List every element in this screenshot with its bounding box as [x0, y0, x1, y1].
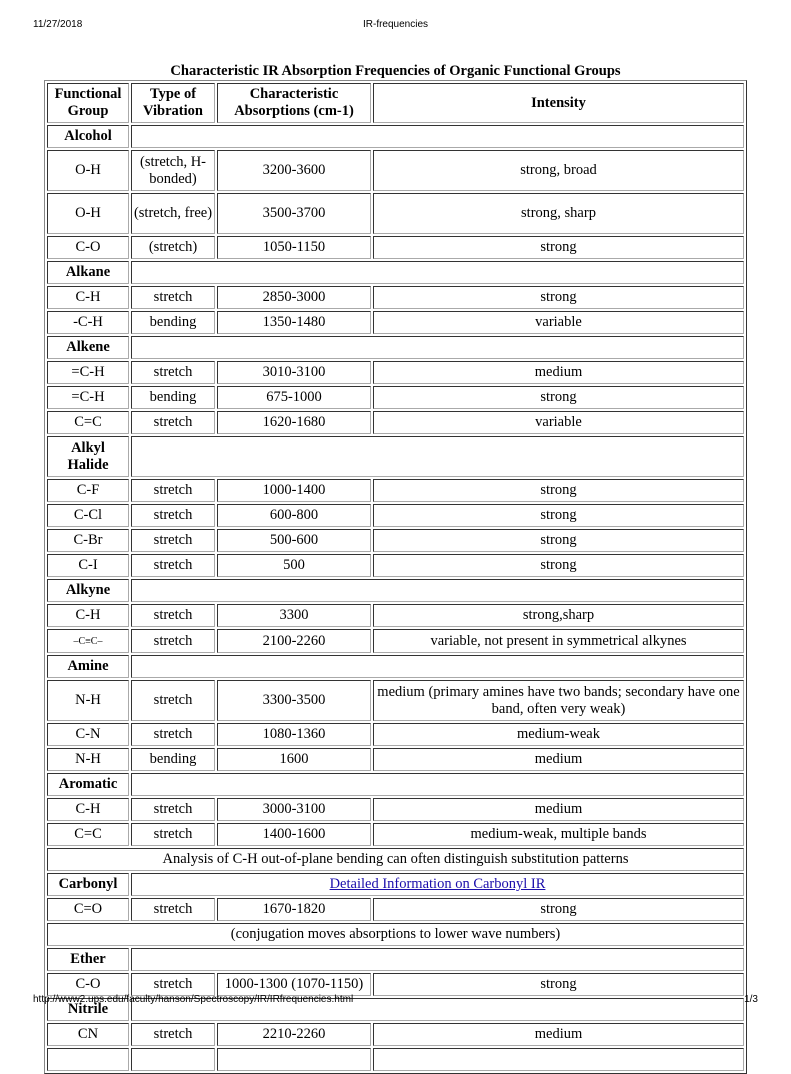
absorption-cell: 675-1000: [217, 386, 371, 409]
group-label-ether: Ether: [47, 948, 129, 971]
vibration-cell: stretch: [131, 680, 215, 721]
table-row: [47, 1023, 744, 1046]
table-row: [47, 150, 744, 191]
print-date: 11/27/2018: [33, 19, 83, 30]
group-label-alkyl-halide: Alkyl Halide: [47, 436, 129, 477]
table-row: [47, 361, 744, 384]
table-row: [47, 193, 744, 234]
bond-cell: =C-H: [47, 386, 129, 409]
bond-cell: C-H: [47, 604, 129, 627]
bond-cell: C-I: [47, 554, 129, 577]
group-spacer: [131, 336, 744, 359]
bond-cell: C-H: [47, 798, 129, 821]
group-spacer: [131, 773, 744, 796]
vibration-cell: stretch: [131, 823, 215, 846]
vibration-cell: (stretch, free): [131, 193, 215, 234]
absorption-cell: 3500-3700: [217, 193, 371, 234]
print-page-title: IR-frequencies: [362, 19, 429, 30]
group-spacer: [131, 125, 744, 148]
absorption-cell: 3000-3100: [217, 798, 371, 821]
table-row: [47, 973, 744, 996]
bond-cell: C-N: [47, 723, 129, 746]
table-row: [47, 479, 744, 502]
group-spacer: [131, 261, 744, 284]
bond-cell: N-H: [47, 680, 129, 721]
carbonyl-note: (conjugation moves absorptions to lower wave numbers): [47, 923, 744, 946]
alkyne-triple-bond-symbol: –C≡C–: [73, 636, 103, 647]
group-row: [47, 948, 744, 971]
group-spacer: [131, 579, 744, 602]
carbonyl-link-cell: [131, 873, 744, 896]
absorption-cell: 3010-3100: [217, 361, 371, 384]
table-row: [47, 386, 744, 409]
bond-cell: C-F: [47, 479, 129, 502]
intensity-cell: variable, not present in symmetrical alkynes: [373, 629, 744, 653]
intensity-cell: strong: [373, 479, 744, 502]
absorption-cell: 500: [217, 554, 371, 577]
vibration-cell: stretch: [131, 723, 215, 746]
group-row: [47, 436, 744, 477]
intensity-cell: strong: [373, 286, 744, 309]
intensity-cell: medium-weak: [373, 723, 744, 746]
bond-cell: C=C: [47, 823, 129, 846]
group-spacer: [131, 436, 744, 477]
absorption-cell: 3300: [217, 604, 371, 627]
table-row-cutoff: [47, 1048, 744, 1071]
vibration-cell: stretch: [131, 479, 215, 502]
note-row: [47, 923, 744, 946]
table-row: [47, 529, 744, 552]
table-row: [47, 286, 744, 309]
table-row: [47, 236, 744, 259]
group-spacer: [131, 948, 744, 971]
bond-cell: N-H: [47, 748, 129, 771]
absorption-cell: 1670-1820: [217, 898, 371, 921]
intensity-cell: medium (primary amines have two bands; secondary have one band, often very weak): [373, 680, 744, 721]
bond-cell: C=C: [47, 411, 129, 434]
vibration-cell: stretch: [131, 798, 215, 821]
bond-cell: C-O: [47, 973, 129, 996]
group-row: [47, 336, 744, 359]
table-row: [47, 629, 744, 653]
absorption-cell: 2850-3000: [217, 286, 371, 309]
vibration-cell: stretch: [131, 411, 215, 434]
header-intensity: Intensity: [373, 83, 744, 123]
absorption-cell: 1620-1680: [217, 411, 371, 434]
vibration-cell: stretch: [131, 1023, 215, 1046]
note-row: [47, 848, 744, 871]
absorption-cell: 1080-1360: [217, 723, 371, 746]
intensity-cell: medium-weak, multiple bands: [373, 823, 744, 846]
bond-cell: =C-H: [47, 361, 129, 384]
absorption-cell: 3300-3500: [217, 680, 371, 721]
header-functional-group: Functional Group: [47, 83, 129, 123]
group-spacer: [131, 655, 744, 678]
intensity-cell: strong: [373, 386, 744, 409]
vibration-cell: bending: [131, 748, 215, 771]
intensity-cell: medium: [373, 361, 744, 384]
vibration-cell: stretch: [131, 629, 215, 653]
intensity-cell: strong: [373, 898, 744, 921]
print-page-number: 1/3: [744, 994, 758, 1005]
intensity-cell: variable: [373, 411, 744, 434]
intensity-cell: strong: [373, 973, 744, 996]
absorption-cell: 1600: [217, 748, 371, 771]
intensity-cell: strong: [373, 529, 744, 552]
absorption-cell: 500-600: [217, 529, 371, 552]
intensity-cell: strong, broad: [373, 150, 744, 191]
table-row: [47, 748, 744, 771]
vibration-cell: bending: [131, 311, 215, 334]
group-label-alkane: Alkane: [47, 261, 129, 284]
group-label-amine: Amine: [47, 655, 129, 678]
table-row: [47, 604, 744, 627]
intensity-cell: medium: [373, 748, 744, 771]
table-row: [47, 554, 744, 577]
bond-cell: -C-H: [47, 311, 129, 334]
table-header-row: [47, 83, 744, 123]
vibration-cell: bending: [131, 386, 215, 409]
intensity-cell: medium: [373, 798, 744, 821]
print-url: http://www2.ups.edu/faculty/hanson/Spectroscopy/IR/IRfrequencies.html: [33, 994, 354, 1005]
vibration-cell: stretch: [131, 973, 215, 996]
absorption-cell: 3200-3600: [217, 150, 371, 191]
intensity-cell: strong: [373, 554, 744, 577]
group-label-alcohol: Alcohol: [47, 125, 129, 148]
intensity-cell: strong,sharp: [373, 604, 744, 627]
bond-cell: C-H: [47, 286, 129, 309]
group-label-alkyne: Alkyne: [47, 579, 129, 602]
intensity-cell: variable: [373, 311, 744, 334]
empty-cell: [373, 1048, 744, 1071]
table-row: [47, 798, 744, 821]
bond-cell: O-H: [47, 193, 129, 234]
group-row: [47, 655, 744, 678]
bond-cell: O-H: [47, 150, 129, 191]
absorption-cell: 2100-2260: [217, 629, 371, 653]
empty-cell: [217, 1048, 371, 1071]
carbonyl-info-link[interactable]: Detailed Information on Carbonyl IR: [329, 876, 546, 892]
aromatic-note: Analysis of C-H out-of-plane bending can often distinguish substitution patterns: [47, 848, 744, 871]
table-row: [47, 823, 744, 846]
group-label-alkene: Alkene: [47, 336, 129, 359]
header-type-of-vibration: Type of Vibration: [131, 83, 215, 123]
bond-cell: C=O: [47, 898, 129, 921]
table-row: [47, 311, 744, 334]
table-caption: Characteristic IR Absorption Frequencies of Organic Functional Groups: [170, 63, 621, 79]
bond-cell: C-O: [47, 236, 129, 259]
absorption-cell: 1350-1480: [217, 311, 371, 334]
absorption-cell: 1050-1150: [217, 236, 371, 259]
vibration-cell: (stretch): [131, 236, 215, 259]
bond-cell: [47, 629, 129, 653]
group-row: [47, 261, 744, 284]
vibration-cell: stretch: [131, 554, 215, 577]
group-label-nitrile: Nitrile: [47, 998, 129, 1021]
group-row: [47, 873, 744, 896]
absorption-cell: 600-800: [217, 504, 371, 527]
group-row: [47, 125, 744, 148]
vibration-cell: (stretch, H-bonded): [131, 150, 215, 191]
vibration-cell: stretch: [131, 504, 215, 527]
bond-cell: C-Br: [47, 529, 129, 552]
vibration-cell: stretch: [131, 529, 215, 552]
vibration-cell: stretch: [131, 898, 215, 921]
intensity-cell: strong: [373, 504, 744, 527]
intensity-cell: strong: [373, 236, 744, 259]
header-characteristic-absorptions: Characteristic Absorptions (cm-1): [217, 83, 371, 123]
group-row: [47, 773, 744, 796]
absorption-cell: 1000-1400: [217, 479, 371, 502]
vibration-cell: stretch: [131, 361, 215, 384]
absorption-cell: 2210-2260: [217, 1023, 371, 1046]
table-row: [47, 411, 744, 434]
intensity-cell: strong, sharp: [373, 193, 744, 234]
vibration-cell: stretch: [131, 604, 215, 627]
absorption-cell: 1000-1300 (1070-1150): [217, 973, 371, 996]
empty-cell: [47, 1048, 129, 1071]
bond-cell: C-Cl: [47, 504, 129, 527]
absorption-cell: 1400-1600: [217, 823, 371, 846]
group-label-carbonyl: Carbonyl: [47, 873, 129, 896]
table-row: [47, 680, 744, 721]
table-row: [47, 898, 744, 921]
table-row: [47, 723, 744, 746]
vibration-cell: stretch: [131, 286, 215, 309]
bond-cell: CN: [47, 1023, 129, 1046]
intensity-cell: medium: [373, 1023, 744, 1046]
group-label-aromatic: Aromatic: [47, 773, 129, 796]
group-row: [47, 579, 744, 602]
empty-cell: [131, 1048, 215, 1071]
table-row: [47, 504, 744, 527]
ir-frequency-table: [44, 80, 747, 1074]
